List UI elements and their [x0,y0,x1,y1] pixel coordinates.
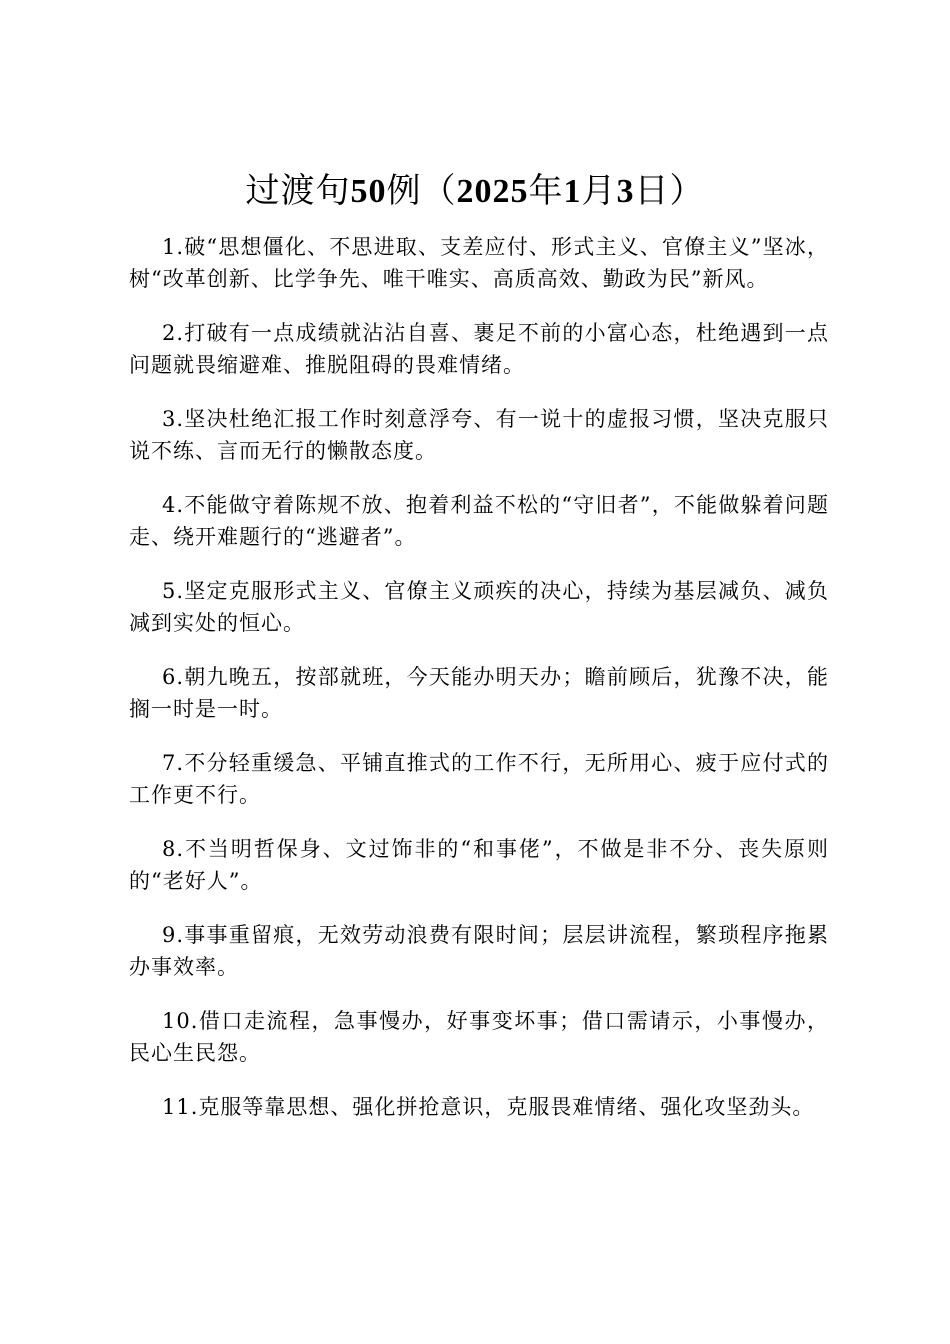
title-day: 3 [616,173,635,210]
title-text: 例（ [386,171,457,211]
title-number: 50 [350,173,387,210]
title-text: 月 [581,171,617,211]
paragraph: 2.打破有一点成绩就沾沾自喜、裹足不前的小富心态，杜绝遇到一点问题就畏缩避难、推脱阻碍的畏难情绪。 [129,321,829,377]
title-text: 年 [528,171,564,211]
document-title [0,168,950,215]
paragraph: 1.破“思想僵化、不思进取、支差应付、形式主义、官僚主义”坚冰，树“改革创新、比学争先、唯干唯实、高质高效、勤政为民”新风。 [129,235,829,291]
paragraph: 5.坚定克服形式主义、官僚主义顽疾的决心，持续为基层减负、减负减到实处的恒心。 [129,579,829,635]
title-text: 过渡句 [245,171,351,211]
paragraph: 3.坚决杜绝汇报工作时刻意浮夸、有一说十的虚报习惯，坚决克服只说不练、言而无行的懒散态度。 [129,407,829,463]
paragraph: 6.朝九晚五，按部就班，今天能办明天办；瞻前顾后，犹豫不决，能搁一时是一时。 [129,665,829,721]
document-body [129,232,829,1147]
title-year: 2025 [456,173,529,210]
paragraph: 4.不能做守着陈规不放、抱着利益不松的“守旧者”，不能做躲着问题走、绕开难题行的“逃避者”。 [129,493,829,549]
paragraph: 10.借口走流程，急事慢办，好事变坏事；借口需请示，小事慢办，民心生民怨。 [129,1009,829,1065]
title-month: 1 [563,173,582,210]
paragraph: 7.不分轻重缓急、平铺直推式的工作不行，无所用心、疲于应付式的工作更不行。 [129,751,829,807]
paragraph: 11.克服等靠思想、强化拼抢意识，克服畏难情绪、强化攻坚劲头。 [162,1095,815,1119]
paragraph: 9.事事重留痕，无效劳动浪费有限时间；层层讲流程，繁琐程序拖累办事效率。 [129,923,829,979]
paragraph: 8.不当明哲保身、文过饰非的“和事佬”，不做是非不分、丧失原则的“老好人”。 [129,837,829,893]
title-text: 日） [634,171,705,211]
